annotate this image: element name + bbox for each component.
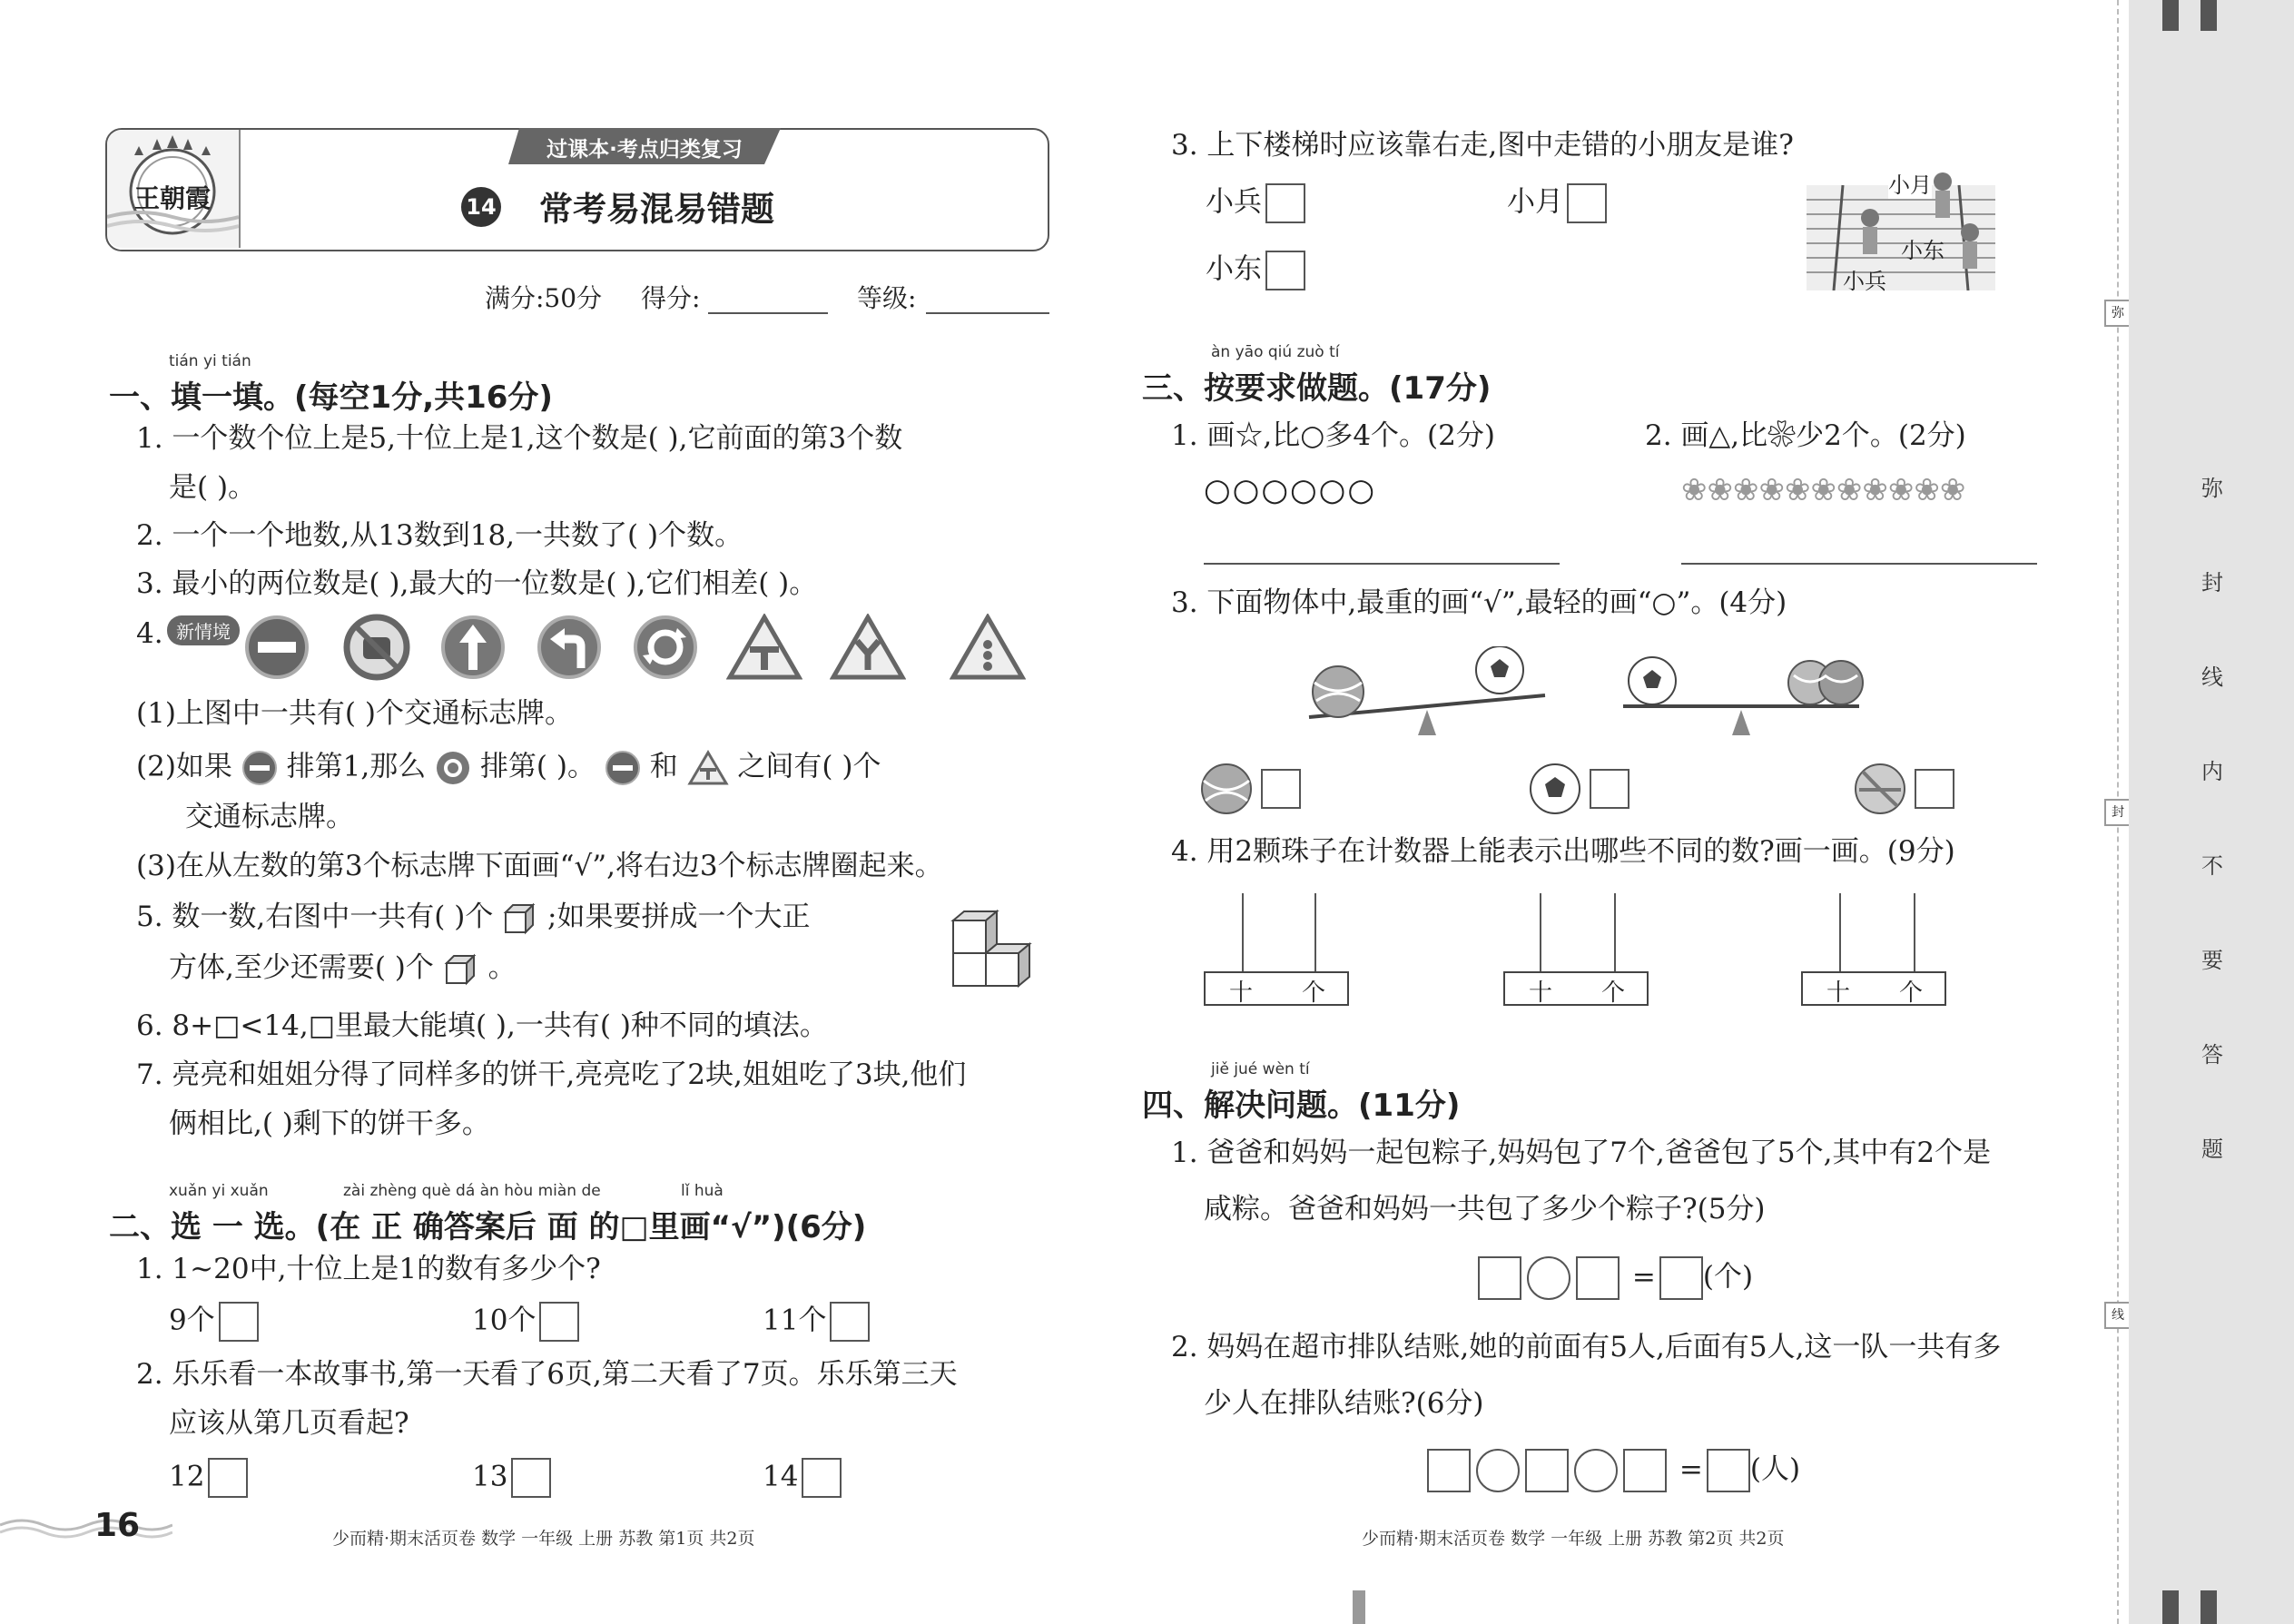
- grade-blank[interactable]: [926, 312, 1049, 314]
- s4-q1-eq-box-2[interactable]: [1576, 1256, 1620, 1300]
- score-label: 得分:: [640, 283, 701, 313]
- r-q3-opt-c: [1206, 251, 1305, 290]
- grade-label: 等级:: [857, 283, 917, 313]
- page-number-wave-decoration: [0, 1509, 172, 1545]
- bottom-bar-mark-1: [2162, 1590, 2179, 1624]
- s1-q4-2-line2: 交通标志牌。: [185, 801, 354, 833]
- r-q3-checkbox-a[interactable]: [1265, 183, 1305, 223]
- abacus1-rod-ones[interactable]: [1314, 893, 1316, 973]
- section3-pinyin: àn yāo qiú zuò tí: [1211, 343, 1340, 361]
- binding-mark-3: 线: [2104, 1302, 2132, 1329]
- s1-q5-text-b: ;如果要拼成一个大正: [547, 901, 811, 933]
- equals-sign: =: [1631, 1260, 1656, 1294]
- s4-q2-equation: [1427, 1449, 1800, 1492]
- s4-q2-unit: (人): [1749, 1452, 1801, 1486]
- s2-q2-line1: 2. 乐乐看一本故事书,第一天看了6页,第二天看了7页。乐乐第三天: [136, 1358, 958, 1391]
- s2-q2-opt-c: [763, 1458, 842, 1498]
- roundabout-sign-icon: [632, 614, 699, 681]
- s2-q2-checkbox-a[interactable]: [208, 1458, 248, 1498]
- equals-sign: =: [1679, 1452, 1703, 1486]
- abacus1-tens-label: 十: [1229, 979, 1254, 1007]
- s4-q1-eq-operator[interactable]: [1527, 1256, 1570, 1300]
- binding-char-6: 要: [2201, 948, 2223, 973]
- r-q3-opt-b-label: 小月: [1507, 185, 1563, 219]
- abacus2-rod-tens[interactable]: [1540, 893, 1541, 973]
- s2-q1-opt-c: [763, 1302, 870, 1342]
- s1-q2: 2. 一个一个地数,从13数到18,一共数了( )个数。: [136, 519, 743, 552]
- abacus3-rod-tens[interactable]: [1839, 893, 1841, 973]
- s1-q7-line1: 7. 亮亮和姐姐分得了同样多的饼干,亮亮吃了2块,姐姐吃了3块,他们: [136, 1058, 967, 1091]
- s4-q1-unit: (个): [1702, 1260, 1754, 1294]
- bottom-bar-mark-2: [2200, 1590, 2217, 1624]
- abacus2-base: [1503, 971, 1649, 1006]
- abacus3-base: [1801, 971, 1946, 1006]
- s4-q1-line2: 咸粽。爸爸和妈妈一共包了多少个粽子?(5分): [1204, 1193, 1766, 1225]
- y-junction-sign-icon: [830, 614, 906, 681]
- s1-q5-text-a: 5. 数一数,右图中一共有( )个: [136, 901, 494, 933]
- score-line: [485, 283, 700, 314]
- abacus1-rod-tens[interactable]: [1242, 893, 1244, 973]
- s1-q4-2-text-c: 排第( )。: [479, 750, 596, 783]
- s4-q2-eq-box-1[interactable]: [1427, 1449, 1471, 1492]
- abacus2-tens-label: 十: [1529, 979, 1553, 1007]
- s1-q6: 6. 8+□<14,□里最大能填( ),一共有( )种不同的填法。: [136, 1009, 828, 1042]
- s1-q5-text-d: 。: [487, 951, 517, 984]
- s1-q7-line2: 俩相比,( )剩下的饼干多。: [169, 1107, 490, 1140]
- t-junction-sign-icon: [726, 614, 802, 681]
- s4-q1-eq-box-1[interactable]: [1478, 1256, 1521, 1300]
- section1-pinyin: tián yi tián: [169, 352, 251, 370]
- s2-q2-checkbox-b[interactable]: [511, 1458, 551, 1498]
- s1-q5-line1: [136, 901, 811, 936]
- t-junction-sign-small-icon: [687, 750, 729, 786]
- s3-q3-item-beachball: [1854, 763, 1954, 815]
- s3-q3-box-football[interactable]: [1590, 769, 1629, 809]
- s1-q4-3: (3)在从左数的第3个标志牌下面画“√”,将右边3个标志牌圈起来。: [136, 850, 943, 882]
- section3-title: 三、按要求做题。(17分): [1142, 370, 1492, 407]
- s4-q2-line2: 少人在排队结账?(6分): [1204, 1387, 1484, 1420]
- s2-q1-opt-a: [169, 1302, 259, 1342]
- cube-stack-figure: [950, 908, 1051, 995]
- s1-q5-line2: [169, 951, 517, 987]
- top-bar-mark-1: [2162, 0, 2179, 31]
- traffic-light-warning-sign-icon: [950, 614, 1026, 681]
- s2-q1-checkbox-c[interactable]: [830, 1302, 870, 1342]
- s2-q1-checkbox-a[interactable]: [219, 1302, 259, 1342]
- s2-q1: 1. 1~20中,十位上是1的数有多少个?: [136, 1253, 601, 1285]
- abacus1-base: [1204, 971, 1349, 1006]
- cube-small-icon: [443, 952, 479, 987]
- full-score: 满分:50分: [485, 283, 603, 313]
- straight-ahead-sign-icon: [439, 614, 507, 681]
- binding-mark-1: 弥: [2104, 300, 2132, 327]
- s3-q2-flowers: ❀❀❀❀❀❀❀❀❀❀❀: [1681, 472, 1966, 508]
- balance-scale-left: [1300, 646, 1554, 737]
- stair-label-xiaodong: 小东: [1901, 238, 1944, 263]
- s4-q1-line1: 1. 爸爸和妈妈一起包粽子,妈妈包了7个,爸爸包了5个,其中有2个是: [1171, 1137, 1992, 1169]
- s1-q4-num: 4.: [136, 617, 163, 650]
- r-q3-opt-a: [1206, 183, 1305, 223]
- s3-q3-box-volleyball[interactable]: [1261, 769, 1301, 809]
- s2-q1-opt-c-label: 11个: [763, 1304, 827, 1337]
- cube-small-icon: [502, 901, 538, 936]
- s4-q2-eq-answer[interactable]: [1707, 1449, 1750, 1492]
- s3-q3-item-volleyball: [1200, 763, 1301, 815]
- binding-mark-2: 封: [2104, 799, 2132, 826]
- s3-q2-answer-line[interactable]: [1681, 563, 2037, 565]
- s2-q2-opt-b: [472, 1458, 551, 1498]
- s4-q2-eq-box-3[interactable]: [1623, 1449, 1667, 1492]
- no-entry-sign-icon: [243, 614, 310, 681]
- footer-right: 少而精·期末活页卷 数学 一年级 上册 苏教 第2页 共2页: [1362, 1529, 1785, 1549]
- s4-q1-equation: [1478, 1256, 1753, 1300]
- stair-label-xiaobing: 小兵: [1843, 269, 1886, 294]
- s1-q1-line2: 是( )。: [169, 471, 257, 504]
- r-q3-opt-a-label: 小兵: [1206, 185, 1262, 219]
- new-context-tag: 新情境: [167, 615, 240, 645]
- s1-q4-2-text-a: (2)如果: [136, 750, 232, 783]
- s1-q4-2-text-d: 和: [649, 750, 678, 783]
- page-number: 16: [94, 1507, 141, 1544]
- s3-q1: 1. 画☆,比○多4个。(2分): [1171, 419, 1495, 452]
- r-q3-checkbox-b[interactable]: [1567, 183, 1607, 223]
- s3-q1-circles: ○○○○○○: [1204, 472, 1377, 508]
- s3-q3-box-beachball[interactable]: [1915, 769, 1954, 809]
- abacus3-ones-label: 个: [1899, 979, 1924, 1007]
- section2-pinyin-2: zài zhèng què dá àn hòu miàn de: [343, 1182, 601, 1200]
- r-q3-opt-b: [1507, 183, 1607, 223]
- binding-char-5: 不: [2201, 853, 2223, 879]
- s3-q1-answer-line[interactable]: [1204, 563, 1560, 565]
- s1-q1-line1: 1. 一个数个位上是5,十位上是1,这个数是( ),它前面的第3个数: [136, 422, 903, 455]
- binding-char-1: 弥: [2201, 476, 2223, 501]
- balance-scale-right: [1614, 646, 1868, 737]
- abacus3-tens-label: 十: [1826, 979, 1851, 1007]
- abacus2-ones-label: 个: [1601, 979, 1626, 1007]
- section4-title: 四、解决问题。(11分): [1142, 1088, 1461, 1124]
- binding-char-4: 内: [2201, 759, 2223, 784]
- section2-pinyin-3: lǐ huà: [681, 1182, 724, 1200]
- volleyball-icon: [1200, 763, 1253, 815]
- footer-left: 少而精·期末活页卷 数学 一年级 上册 苏教 第1页 共2页: [332, 1529, 755, 1549]
- s2-q2-opt-c-label: 14: [763, 1460, 799, 1493]
- r-q3-opt-c-label: 小东: [1206, 252, 1262, 286]
- s1-q3: 3. 最小的两位数是( ),最大的一位数是( ),它们相差( )。: [136, 567, 818, 600]
- football-icon: [1529, 763, 1581, 815]
- s2-q2-opt-a-label: 12: [169, 1460, 205, 1493]
- no-entry-sign-small-icon: [241, 750, 278, 786]
- series-tag-text: 过课本·考点归类复习: [546, 138, 743, 162]
- binding-char-2: 封: [2201, 570, 2223, 595]
- s2-q2-opt-b-label: 13: [472, 1460, 508, 1493]
- top-bar-mark-2: [2200, 0, 2217, 31]
- s4-q2-line1: 2. 妈妈在超市排队结账,她的前面有5人,后面有5人,这一队一共有多: [1171, 1331, 2002, 1363]
- binding-char-3: 线: [2201, 664, 2223, 690]
- s1-q4-2-text-e: 之间有( )个: [737, 750, 881, 783]
- s1-q4-2-line1: [136, 750, 881, 786]
- stair-label-xiaoyue: 小月: [1888, 167, 1932, 199]
- roundabout-sign-small-icon: [435, 750, 471, 786]
- header-logo: [107, 130, 241, 248]
- s3-q4: 4. 用2颗珠子在计数器上能表示出哪些不同的数?画一画。(9分): [1171, 835, 1955, 868]
- s2-q1-opt-b: [472, 1302, 579, 1342]
- section2-pinyin-1: xuǎn yi xuǎn: [169, 1182, 269, 1200]
- no-entry-sign-small-icon: [605, 750, 641, 786]
- section1-title: 一、填一填。(每空1分,共16分): [109, 379, 553, 416]
- binding-char-7: 答: [2201, 1042, 2223, 1068]
- section4-pinyin: jiě jué wèn tí: [1211, 1060, 1310, 1078]
- r-q3: 3. 上下楼梯时应该靠右走,图中走错的小朋友是谁?: [1171, 129, 1794, 162]
- s2-q1-checkbox-b[interactable]: [539, 1302, 579, 1342]
- s4-q2-eq-box-2[interactable]: [1525, 1449, 1569, 1492]
- s2-q1-opt-a-label: 9个: [169, 1304, 215, 1337]
- abacus3-rod-ones[interactable]: [1914, 893, 1915, 973]
- s4-q2-eq-operator-2[interactable]: [1574, 1449, 1618, 1492]
- s3-q3-item-football: [1529, 763, 1629, 815]
- s2-q2-opt-a: [169, 1458, 248, 1498]
- no-motor-vehicle-sign-icon: [343, 614, 410, 681]
- abacus2-rod-ones[interactable]: [1614, 893, 1616, 973]
- s1-q4-2-text-b: 排第1,那么: [286, 750, 427, 783]
- s3-q3: 3. 下面物体中,最重的画“√”,最轻的画“○”。(4分): [1171, 586, 1787, 619]
- left-turn-sign-icon: [536, 614, 603, 681]
- s4-q2-eq-operator-1[interactable]: [1476, 1449, 1520, 1492]
- score-blank[interactable]: [708, 312, 828, 314]
- bottom-registration-mark: [1353, 1590, 1365, 1624]
- s2-q1-opt-b-label: 10个: [472, 1304, 537, 1337]
- s4-q1-eq-answer[interactable]: [1659, 1256, 1703, 1300]
- unit-number-badge: 14: [461, 187, 501, 227]
- abacus1-ones-label: 个: [1302, 979, 1326, 1007]
- section2-title: 二、选 一 选。(在 正 确答案后 面 的□里画“√”)(6分): [109, 1209, 867, 1245]
- s1-q4-1: (1)上图中一共有( )个交通标志牌。: [136, 697, 573, 730]
- binding-char-8: 题: [2201, 1137, 2223, 1162]
- page-title: 常考易混易错题: [539, 190, 774, 229]
- r-q3-checkbox-c[interactable]: [1265, 251, 1305, 290]
- s3-q2: 2. 画△,比❀少2个。(2分): [1645, 419, 1966, 452]
- binding-strip: [2129, 0, 2294, 1624]
- logo-text: 王朝霞: [134, 183, 212, 213]
- s2-q2-checkbox-c[interactable]: [802, 1458, 842, 1498]
- beach-ball-icon: [1854, 763, 1906, 815]
- s1-q5-text-c: 方体,至少还需要( )个: [169, 951, 434, 984]
- s2-q2-line2: 应该从第几页看起?: [169, 1407, 409, 1440]
